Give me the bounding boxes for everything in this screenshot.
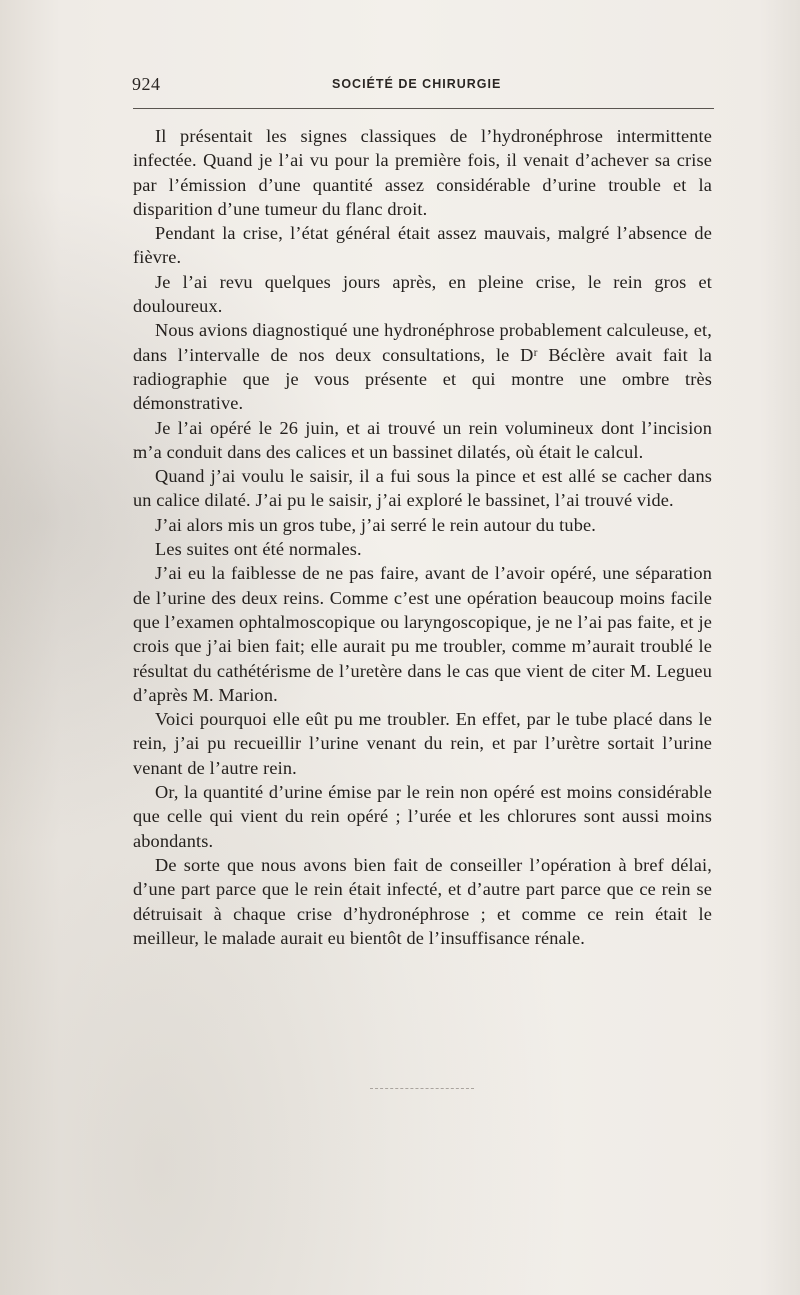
body-text	[133, 124, 712, 950]
running-title: SOCIÉTÉ DE CHIRURGIE	[332, 77, 502, 91]
paragraph: Quand j’ai voulu le saisir, il a fui sous la pince et est allé se cacher dans un calice dilaté. J’ai pu le saisir, j’ai exploré le bassinet, l’ai trouvé vide.	[133, 466, 712, 511]
paragraph: J’ai eu la faiblesse de ne pas faire, avant de l’avoir opéré, une séparation de l’urine des deux reins. Comme c’est une opération beaucoup moins facile que l’examen ophtalmoscopique ou laryngoscopique, je ne l’ai pas faite, et je crois que j’ai bien fait; elle aurait pu me troubler, comme m’aurait troublé le résultat du cathétérisme de l’uretère dans le cas que vient de citer M. Legueu d’après M. Marion.	[133, 563, 712, 705]
header-rule	[133, 108, 714, 109]
paragraph: Je l’ai revu quelques jours après, en pleine crise, le rein gros et douloureux.	[133, 271, 712, 317]
page-number: 924	[132, 74, 161, 94]
paragraph: Or, la quantité d’urine émise par le rein non opéré est moins considérable que celle qui vient du rein opéré ; l’urée et les chlorures sont aussi moins abondants.	[133, 782, 712, 851]
paragraph: De sorte que nous avons bien fait de conseiller l’opération à bref délai, d’une part parce que le rein était infecté, et d’autre part parce que ce rein se détruisait à chaque crise d’hydronéphrose ; et comme ce rein était le meilleur, le malade aurait eu bientôt de l’insuffisance rénale.	[133, 854, 712, 948]
paragraph: J’ai alors mis un gros tube, j’ai serré le rein autour du tube.	[155, 514, 596, 535]
paragraph: Voici pourquoi elle eût pu me troubler. En effet, par le tube placé dans le rein, j’ai pu recueillir l’urine venant du rein, et par l’urètre sortait l’urine venant de l’autre rein.	[133, 709, 712, 778]
paragraph: Les suites ont été normales.	[155, 539, 362, 560]
paragraph: Il présentait les signes classiques de l’hydronéphrose intermittente infectée. Quand je l’ai vu pour la première fois, il venait d’achever sa crise par l’émission d’une quantité assez considérable d’urine trouble et la disparition d’une tumeur du flanc droit.	[133, 126, 712, 219]
paragraph: Nous avions diagnostiqué une hydronéphrose probablement calculeuse, et, dans l’intervalle de nos deux consultations, le Dʳ Béclère avait fait la radiographie que je vous présente et qui montre une ombre très démonstrative.	[133, 320, 712, 414]
running-head	[132, 74, 715, 98]
section-end-rule	[370, 1088, 474, 1089]
paragraph: Pendant la crise, l’état général était assez mauvais, malgré l’absence de fièvre.	[133, 223, 712, 268]
paragraph: Je l’ai opéré le 26 juin, et ai trouvé un rein volumineux dont l’incision m’a conduit dans des calices et un bassinet dilatés, où était le calcul.	[133, 417, 712, 462]
